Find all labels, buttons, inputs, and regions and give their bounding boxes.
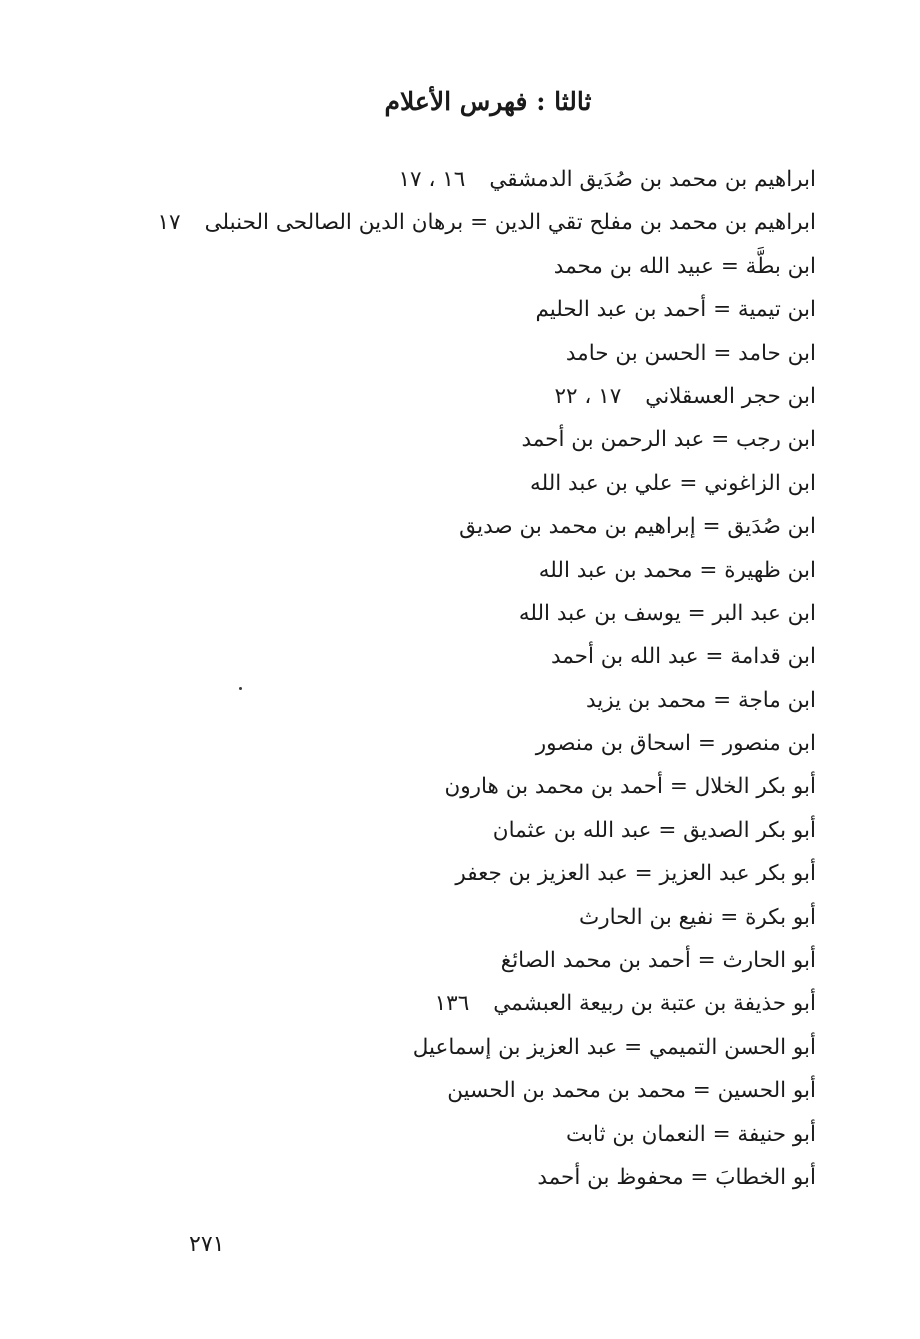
index-entry	[116, 288, 816, 331]
index-entry	[116, 462, 816, 505]
entry-page-refs: ١٧ ، ٢٢	[554, 383, 622, 409]
index-entry	[116, 1026, 816, 1069]
index-entry	[116, 1113, 816, 1156]
index-entry	[116, 765, 816, 808]
entry-name: أبو حنيفة = النعمان بن ثابت	[565, 1121, 816, 1147]
print-speck	[239, 687, 242, 690]
index-entry	[116, 418, 816, 461]
entry-name: ابراهيم بن محمد بن صُدَيق الدمشقي	[489, 167, 816, 192]
entry-page-refs: ١٣٦	[434, 991, 470, 1017]
entry-name: ابن حجر العسقلاني	[645, 383, 816, 409]
index-entry	[116, 896, 816, 939]
entry-page-refs: ١٧	[157, 210, 181, 236]
entry-name: ابن قدامة = عبد الله بن أحمد	[550, 644, 816, 670]
index-entry	[116, 201, 816, 244]
entry-name: أبو الخطابَ = محفوظ بن أحمد	[537, 1164, 816, 1190]
index-entry	[116, 549, 816, 592]
entry-name: أبو حذيفة بن عتبة بن ربيعة العبشمي	[493, 991, 816, 1017]
names-index-list	[116, 158, 816, 1199]
entry-name: أبو الحسن التميمي = عبد العزيز بن إسماعيل	[412, 1034, 816, 1060]
index-entry	[116, 722, 816, 765]
index-heading: ثالثا : فهرس الأعلام	[384, 87, 592, 116]
index-entry	[116, 939, 816, 982]
index-entry	[116, 375, 816, 418]
index-entry	[116, 1069, 816, 1112]
entry-name: أبو بكرة = نفيع بن الحارث	[579, 904, 816, 930]
index-entry	[116, 158, 816, 201]
index-entry	[116, 245, 816, 288]
index-entry	[116, 332, 816, 375]
index-entry	[116, 852, 816, 895]
entry-name: أبو بكر الخلال = أحمد بن محمد بن هارون	[444, 774, 816, 800]
index-entry	[116, 809, 816, 852]
entry-name: ابن ماجة = محمد بن يزيد	[586, 687, 816, 713]
entry-name: ابن الزاغوني = علي بن عبد الله	[530, 470, 816, 496]
index-entry	[116, 505, 816, 548]
entry-name: ابن صُدَيق = إبراهيم بن محمد بن صديق	[459, 514, 816, 540]
entry-name: أبو الحسين = محمد بن محمد بن الحسين	[447, 1078, 816, 1104]
entry-name: أبو بكر الصديق = عبد الله بن عثمان	[492, 817, 816, 843]
entry-name: أبو الحارث = أحمد بن محمد الصائغ	[500, 948, 816, 974]
index-entry	[116, 635, 816, 678]
entry-name: ابن ظهيرة = محمد بن عبد الله	[538, 557, 816, 583]
index-entry	[116, 982, 816, 1025]
page-number: ٢٧١	[189, 1232, 225, 1257]
entry-name: ابن عبد البر = يوسف بن عبد الله	[518, 600, 816, 626]
entry-page-refs: ١٦ ، ١٧	[398, 167, 466, 192]
entry-name: ابن بطَّة = عبيد الله بن محمد	[553, 253, 816, 279]
entry-name: أبو بكر عبد العزيز = عبد العزيز بن جعفر	[455, 861, 816, 887]
entry-name: ابن رجب = عبد الرحمن بن أحمد	[521, 427, 816, 453]
entry-name: ابن منصور = اسحاق بن منصور	[535, 731, 816, 757]
index-entry	[116, 592, 816, 635]
entry-name: ابراهيم بن محمد بن مفلح تقي الدين = برهان الدين الصالحى الحنبلى	[204, 210, 816, 236]
index-entry	[116, 1156, 816, 1199]
entry-name: ابن حامد = الحسن بن حامد	[565, 340, 816, 366]
entry-name: ابن تيمية = أحمد بن عبد الحليم	[535, 297, 816, 323]
index-entry	[116, 679, 816, 722]
